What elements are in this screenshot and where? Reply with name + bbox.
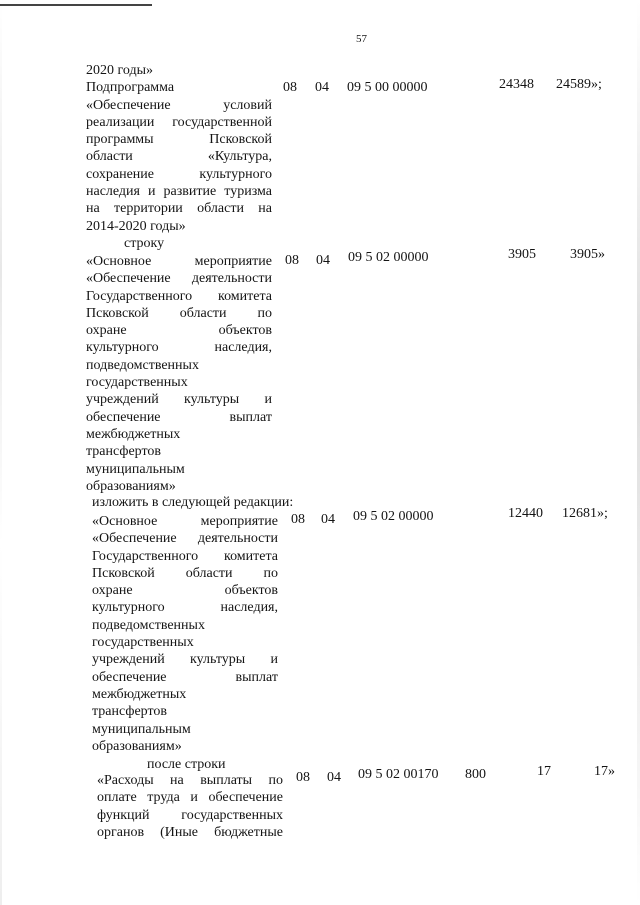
- text-line: Государственного комитета: [92, 548, 278, 564]
- text-line: «Обеспечение условий: [86, 97, 272, 113]
- text-line: трансфертов: [86, 444, 162, 460]
- block1-target-code: 09 5 00 00000: [347, 80, 428, 95]
- text-line: образованиям»: [92, 738, 182, 754]
- text-line: трансфертов: [92, 704, 168, 720]
- instruction-line: строку: [124, 236, 165, 251]
- block2-description: [86, 253, 272, 495]
- block2-section-code: 08: [285, 253, 299, 268]
- corner-mark: [0, 4, 152, 6]
- block3-target-code: 09 5 02 00000: [353, 509, 434, 524]
- block1-value-2: 24589»;: [556, 77, 602, 92]
- text-line: реализации государственной: [86, 114, 272, 130]
- text-line: «Обеспечение деятельности: [86, 271, 272, 287]
- text-line: Псковской области по: [92, 565, 278, 581]
- text-line: образованиям»: [86, 478, 176, 494]
- text-line: подведомственных: [92, 617, 205, 633]
- block1-section-code: 08: [283, 80, 297, 95]
- text-line: учреждений культуры и: [86, 392, 272, 408]
- text-line: межбюджетных: [86, 426, 181, 442]
- text-line: государственных: [86, 375, 188, 391]
- instruction-line: после строки: [147, 757, 226, 772]
- text-line: 2020 годы»: [86, 63, 154, 78]
- text-line: сохранение культурного: [86, 166, 272, 182]
- block4-subsection-code: 04: [327, 770, 341, 785]
- text-line: оплате труда и обеспечение: [97, 790, 283, 806]
- text-line: 2014-2020 годы»: [86, 218, 186, 234]
- block4-expense-code: 800: [465, 767, 486, 782]
- block3-section-code: 08: [291, 512, 305, 527]
- text-line: «Основное мероприятие: [92, 514, 278, 529]
- block3-subsection-code: 04: [321, 512, 335, 527]
- block3-description: [92, 513, 278, 755]
- block1-description: [86, 62, 272, 235]
- text-line: муниципальным: [92, 721, 191, 737]
- block3-value-1: 12440: [508, 506, 543, 521]
- block3-value-2: 12681»;: [562, 506, 608, 521]
- block2-subsection-code: 04: [316, 253, 330, 268]
- text-line: государственных: [92, 635, 194, 651]
- text-line: области «Культура,: [86, 149, 272, 165]
- text-line: культурного наследия,: [92, 600, 278, 616]
- text-line: программы Псковской: [86, 132, 272, 148]
- block2-value-2: 3905»: [570, 247, 605, 262]
- block4-target-code: 09 5 02 00170: [358, 767, 439, 782]
- block2-value-1: 3905: [508, 247, 536, 262]
- block4-description: [97, 772, 283, 841]
- text-line: на территории области на: [86, 201, 272, 217]
- instruction-line: изложить в следующей редакции:: [92, 495, 294, 510]
- scan-edge-left: [0, 0, 2, 905]
- block4-value-1: 17: [537, 764, 551, 779]
- text-line: Псковской области по: [86, 305, 272, 321]
- page-number: 57: [356, 33, 367, 45]
- text-line: Государственного комитета: [86, 288, 272, 304]
- text-line: функций государственных: [97, 807, 283, 823]
- text-line: культурного наследия,: [86, 340, 272, 356]
- text-line: обеспечение выплат: [92, 669, 278, 685]
- text-line: охране объектов: [92, 583, 278, 599]
- block2-target-code: 09 5 02 00000: [348, 250, 429, 265]
- text-line: учреждений культуры и: [92, 652, 278, 668]
- text-line: «Расходы на выплаты по: [97, 773, 283, 788]
- text-line: «Обеспечение деятельности: [92, 531, 278, 547]
- text-line: муниципальным: [86, 461, 185, 477]
- text-line: наследия и развитие туризма: [86, 184, 272, 200]
- text-line: «Основное мероприятие: [86, 254, 272, 269]
- text-line: подведомственных: [86, 357, 199, 373]
- text-line: охране объектов: [86, 323, 272, 339]
- block4-section-code: 08: [296, 770, 310, 785]
- text-line: Подпрограмма: [86, 80, 175, 96]
- text-line: межбюджетных: [92, 686, 187, 702]
- block4-value-2: 17»: [594, 764, 615, 779]
- block1-subsection-code: 04: [315, 80, 329, 95]
- text-line: обеспечение выплат: [86, 409, 272, 425]
- block1-value-1: 24348: [499, 77, 534, 92]
- text-line: органов (Иные бюджетные: [97, 824, 283, 840]
